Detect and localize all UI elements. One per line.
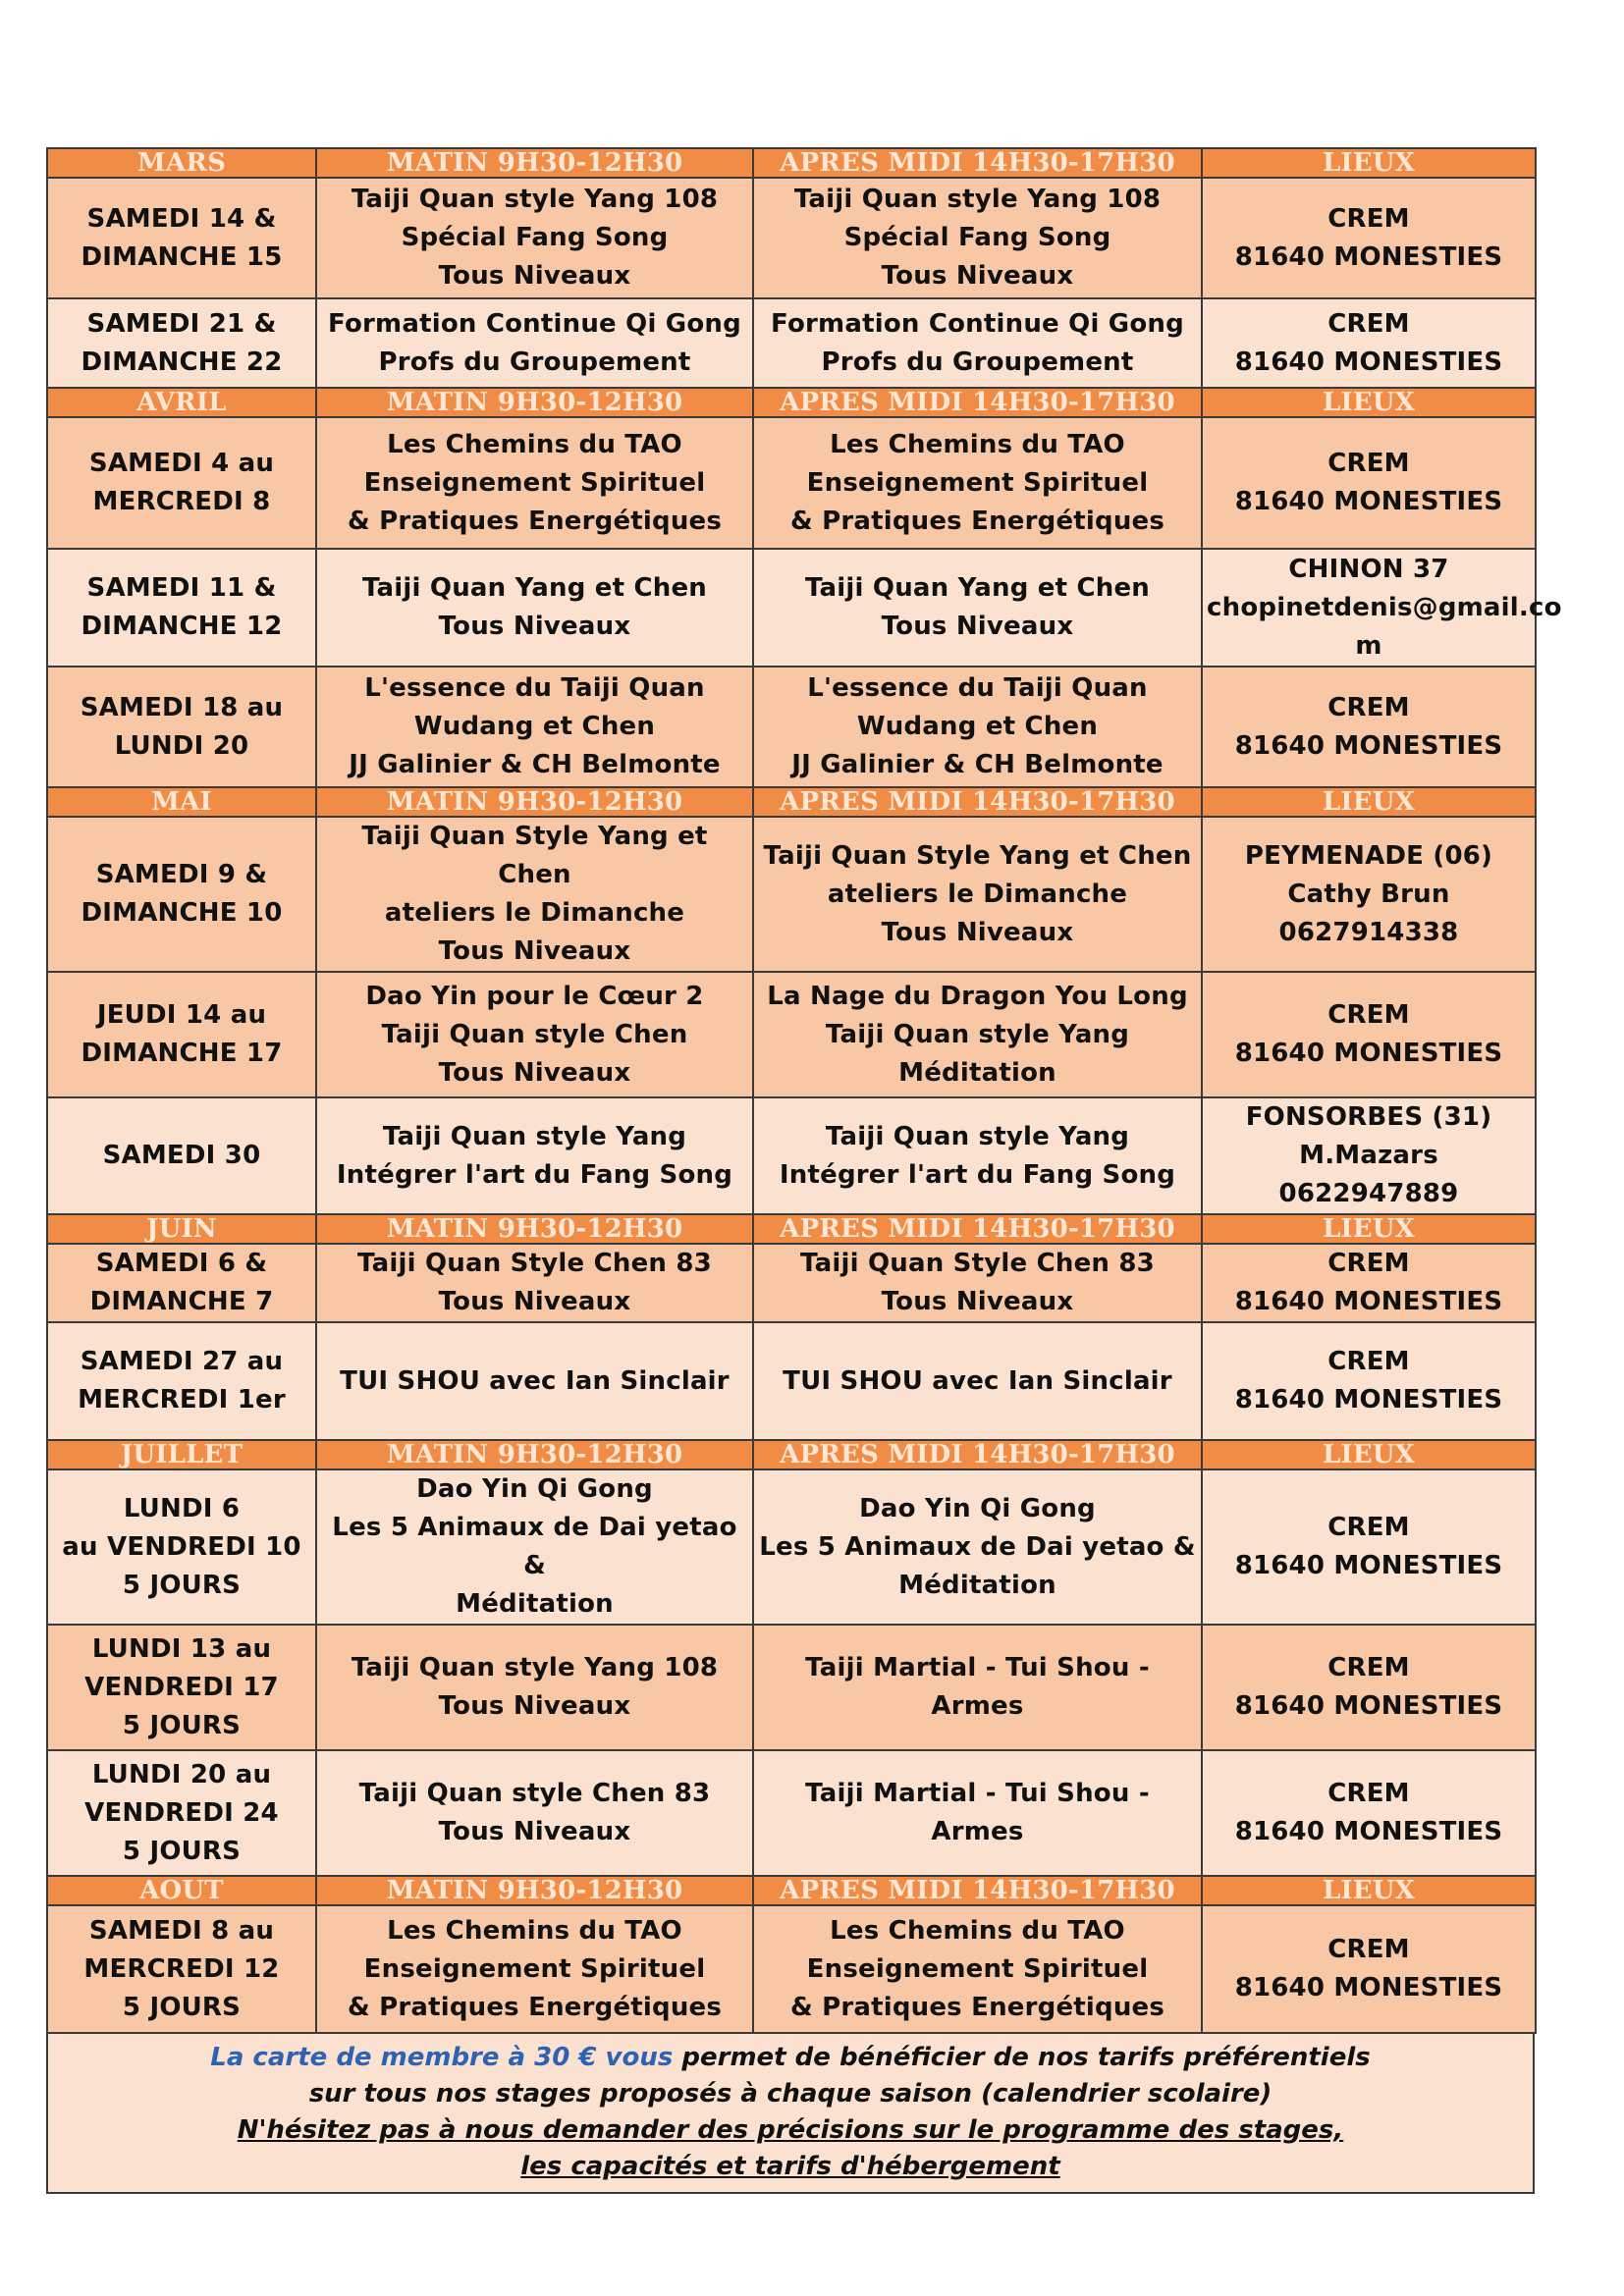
month-header-row bbox=[47, 1214, 1536, 1244]
date-cell bbox=[47, 1097, 316, 1214]
matin-cell bbox=[316, 1750, 753, 1876]
table-row bbox=[47, 1905, 1536, 2033]
matin-cell bbox=[316, 1469, 753, 1625]
matin-cell bbox=[316, 1905, 753, 2033]
date-cell bbox=[47, 1905, 316, 2033]
matin-line: Profs du Groupement bbox=[378, 347, 691, 377]
apres-midi-line: JJ Galinier & CH Belmonte bbox=[791, 750, 1164, 779]
matin-line: Méditation bbox=[456, 1589, 614, 1619]
date-line: SAMEDI 11 & bbox=[86, 573, 277, 603]
matin-cell bbox=[316, 1097, 753, 1214]
table-row bbox=[47, 1097, 1536, 1214]
lieu-line: CREM bbox=[1327, 1000, 1410, 1030]
date-cell bbox=[47, 1750, 316, 1876]
date-line: 5 JOURS bbox=[122, 1836, 242, 1866]
matin-cell bbox=[316, 817, 753, 972]
apres-midi-line: Méditation bbox=[898, 1057, 1056, 1088]
matin-line: Spécial Fang Song bbox=[401, 223, 669, 252]
apres-midi-line: Wudang et Chen bbox=[856, 712, 1099, 741]
lieu-cell bbox=[1202, 1244, 1536, 1322]
apres-midi-cell bbox=[753, 417, 1202, 549]
matin-line: Tous Niveaux bbox=[438, 261, 631, 291]
apres-midi-line: Tous Niveaux bbox=[881, 261, 1074, 291]
apres-midi-line: Spécial Fang Song bbox=[843, 223, 1111, 252]
apres-midi-line: L'essence du Taiji Quan bbox=[807, 673, 1148, 703]
matin-line: Intégrer l'art du Fang Song bbox=[336, 1159, 733, 1190]
apres-midi-line: Méditation bbox=[898, 1570, 1056, 1600]
membership-note bbox=[46, 2034, 1535, 2194]
apres-midi-line: & Pratiques Energétiques bbox=[789, 1992, 1165, 2022]
lieu-line: 81640 MONESTIES bbox=[1234, 347, 1503, 377]
header-matin: MATIN 9H30-12H30 bbox=[316, 1440, 753, 1469]
header-apres-midi: APRES MIDI 14H30-17H30 bbox=[753, 787, 1202, 817]
lieu-line: chopinetdenis@gmail.co bbox=[1207, 592, 1562, 622]
matin-line: Dao Yin Qi Gong bbox=[416, 1474, 653, 1504]
month-header-row bbox=[47, 388, 1536, 417]
footer-line-3: N'hésitez pas à nous demander des précisions sur le programme des stages, bbox=[237, 2115, 1344, 2145]
matin-cell bbox=[316, 667, 753, 787]
lieu-line: CREM bbox=[1327, 449, 1410, 478]
table-row bbox=[47, 667, 1536, 787]
table-row bbox=[47, 178, 1536, 298]
apres-midi-line: Taiji Quan style Yang bbox=[825, 1019, 1130, 1049]
matin-line: Taiji Quan style Chen bbox=[381, 1019, 688, 1049]
lieu-line: M.Mazars 0622947889 bbox=[1278, 1141, 1459, 1208]
matin-cell bbox=[316, 178, 753, 298]
date-cell bbox=[47, 972, 316, 1097]
date-line: DIMANCHE 7 bbox=[89, 1287, 274, 1316]
matin-line: Taiji Quan Style Chen 83 bbox=[357, 1249, 712, 1278]
apres-midi-line: Tous Niveaux bbox=[881, 917, 1074, 947]
matin-cell bbox=[316, 972, 753, 1097]
matin-line: & Pratiques Energétiques bbox=[347, 1992, 723, 2022]
apres-midi-cell bbox=[753, 1750, 1202, 1876]
matin-line: Les Chemins du TAO bbox=[387, 429, 682, 459]
month-name: JUILLET bbox=[47, 1440, 316, 1469]
date-line: DIMANCHE 12 bbox=[81, 612, 283, 641]
month-header-row bbox=[47, 1876, 1536, 1905]
header-apres-midi: APRES MIDI 14H30-17H30 bbox=[753, 1876, 1202, 1905]
matin-line: JJ Galinier & CH Belmonte bbox=[349, 750, 721, 779]
table-row bbox=[47, 1625, 1536, 1750]
matin-line: L'essence du Taiji Quan bbox=[364, 673, 705, 703]
lieu-line: 81640 MONESTIES bbox=[1234, 1973, 1503, 2002]
matin-cell bbox=[316, 1244, 753, 1322]
lieu-cell bbox=[1202, 1750, 1536, 1876]
matin-line: Les 5 Animaux de Dai yetao & bbox=[332, 1513, 737, 1580]
lieu-cell bbox=[1202, 1097, 1536, 1214]
table-row bbox=[47, 972, 1536, 1097]
date-line: SAMEDI 27 au bbox=[80, 1347, 284, 1376]
apres-midi-cell bbox=[753, 1244, 1202, 1322]
lieu-cell bbox=[1202, 1905, 1536, 2033]
footer-line-2: sur tous nos stages proposés à chaque saison (calendrier scolaire) bbox=[308, 2079, 1272, 2109]
date-line: MERCREDI 1er bbox=[78, 1385, 286, 1415]
matin-line: TUI SHOU avec Ian Sinclair bbox=[340, 1365, 730, 1396]
table-row bbox=[47, 298, 1536, 388]
table-row bbox=[47, 817, 1536, 972]
lieu-line: CREM bbox=[1327, 1653, 1410, 1682]
apres-midi-line: Taiji Quan Style Yang et Chen bbox=[763, 840, 1192, 871]
date-line: SAMEDI 8 au bbox=[88, 1915, 275, 1946]
matin-line: Tous Niveaux bbox=[438, 612, 631, 641]
footer-line-4: les capacités et tarifs d'hébergement bbox=[520, 2152, 1060, 2181]
month-name: JUIN bbox=[47, 1214, 316, 1244]
date-cell bbox=[47, 817, 316, 972]
matin-line: Formation Continue Qi Gong bbox=[328, 308, 741, 339]
lieu-line: CREM bbox=[1327, 308, 1410, 339]
header-lieux: LIEUX bbox=[1202, 388, 1536, 417]
matin-line: Taiji Quan style Yang 108 bbox=[351, 1653, 719, 1682]
date-line: SAMEDI 30 bbox=[102, 1141, 261, 1170]
month-name: MAI bbox=[47, 787, 316, 817]
date-line: VENDREDI 24 bbox=[84, 1797, 279, 1828]
date-cell bbox=[47, 1625, 316, 1750]
apres-midi-cell bbox=[753, 178, 1202, 298]
apres-midi-cell bbox=[753, 667, 1202, 787]
apres-midi-line: Formation Continue Qi Gong bbox=[771, 308, 1184, 339]
date-line: SAMEDI 21 & bbox=[86, 308, 277, 339]
apres-midi-cell bbox=[753, 817, 1202, 972]
month-name: MARS bbox=[47, 148, 316, 178]
date-line: SAMEDI 6 & bbox=[95, 1249, 268, 1278]
lieu-line: 81640 MONESTIES bbox=[1234, 730, 1503, 761]
month-header-row bbox=[47, 1440, 1536, 1469]
date-line: SAMEDI 9 & bbox=[95, 860, 268, 889]
date-line: SAMEDI 4 au bbox=[88, 449, 275, 478]
lieu-line: m bbox=[1355, 630, 1382, 661]
date-line: 5 JOURS bbox=[122, 1570, 242, 1600]
lieu-cell bbox=[1202, 178, 1536, 298]
lieu-line: CREM bbox=[1327, 692, 1410, 722]
lieu-line: 81640 MONESTIES bbox=[1234, 1551, 1503, 1580]
lieu-cell bbox=[1202, 298, 1536, 388]
matin-line: Enseignement Spirituel bbox=[363, 467, 706, 498]
date-line: VENDREDI 17 bbox=[84, 1672, 279, 1702]
date-line: 5 JOURS bbox=[122, 1992, 242, 2022]
lieu-cell bbox=[1202, 417, 1536, 549]
date-cell bbox=[47, 417, 316, 549]
lieu-line: 81640 MONESTIES bbox=[1234, 1039, 1503, 1068]
date-line: 5 JOURS bbox=[122, 1710, 242, 1740]
schedule-table bbox=[46, 147, 1562, 2034]
month-header-row bbox=[47, 148, 1536, 178]
date-line: MERCREDI 12 bbox=[83, 1953, 280, 1984]
apres-midi-line: Tous Niveaux bbox=[881, 1287, 1074, 1316]
lieu-line: CREM bbox=[1327, 1779, 1410, 1808]
lieu-line: 81640 MONESTIES bbox=[1234, 1385, 1503, 1415]
apres-midi-line: Enseignement Spirituel bbox=[806, 1953, 1149, 1984]
apres-midi-cell bbox=[753, 1625, 1202, 1750]
footer-line-1-rest: permet de bénéficier de nos tarifs préférentiels bbox=[673, 2043, 1371, 2072]
header-lieux: LIEUX bbox=[1202, 787, 1536, 817]
apres-midi-line: Dao Yin Qi Gong bbox=[859, 1493, 1096, 1523]
table-row bbox=[47, 1322, 1536, 1440]
lieu-line: 81640 MONESTIES bbox=[1234, 1817, 1503, 1846]
header-matin: MATIN 9H30-12H30 bbox=[316, 1876, 753, 1905]
date-cell bbox=[47, 667, 316, 787]
matin-line: Taiji Quan Yang et Chen bbox=[361, 573, 708, 603]
apres-midi-line: Taiji Quan Yang et Chen bbox=[804, 573, 1151, 603]
matin-line: Taiji Quan style Yang bbox=[382, 1121, 687, 1151]
apres-midi-line: Les Chemins du TAO bbox=[830, 429, 1125, 459]
lieu-cell bbox=[1202, 972, 1536, 1097]
apres-midi-cell bbox=[753, 1322, 1202, 1440]
matin-cell bbox=[316, 549, 753, 667]
lieu-line: 81640 MONESTIES bbox=[1234, 1287, 1503, 1316]
header-apres-midi: APRES MIDI 14H30-17H30 bbox=[753, 388, 1202, 417]
header-matin: MATIN 9H30-12H30 bbox=[316, 1214, 753, 1244]
date-cell bbox=[47, 1322, 316, 1440]
apres-midi-cell bbox=[753, 1469, 1202, 1625]
apres-midi-line: Taiji Martial - Tui Shou - Armes bbox=[805, 1653, 1150, 1721]
apres-midi-line: Taiji Quan Style Chen 83 bbox=[800, 1249, 1155, 1278]
matin-line: Dao Yin pour le Cœur 2 bbox=[365, 981, 704, 1011]
matin-line: Tous Niveaux bbox=[438, 1817, 631, 1846]
apres-midi-line: Les Chemins du TAO bbox=[830, 1915, 1125, 1946]
header-matin: MATIN 9H30-12H30 bbox=[316, 148, 753, 178]
lieu-line: 81640 MONESTIES bbox=[1234, 1691, 1503, 1721]
apres-midi-cell bbox=[753, 1905, 1202, 2033]
lieu-line: Cathy Brun 0627914338 bbox=[1278, 879, 1459, 947]
date-line: DIMANCHE 10 bbox=[81, 898, 283, 928]
apres-midi-line: & Pratiques Energétiques bbox=[789, 506, 1165, 536]
header-apres-midi: APRES MIDI 14H30-17H30 bbox=[753, 148, 1202, 178]
apres-midi-line: Tous Niveaux bbox=[881, 612, 1074, 641]
header-matin: MATIN 9H30-12H30 bbox=[316, 787, 753, 817]
header-apres-midi: APRES MIDI 14H30-17H30 bbox=[753, 1440, 1202, 1469]
date-line: DIMANCHE 22 bbox=[81, 347, 283, 377]
month-name: AVRIL bbox=[47, 388, 316, 417]
date-line: SAMEDI 14 & bbox=[86, 203, 277, 234]
footer-line-1 bbox=[48, 2040, 1533, 2076]
header-lieux: LIEUX bbox=[1202, 148, 1536, 178]
matin-line: ateliers le Dimanche bbox=[384, 898, 685, 928]
apres-midi-line: Taiji Quan style Yang 108 bbox=[793, 185, 1162, 214]
lieu-line: CREM bbox=[1327, 1249, 1410, 1278]
date-cell bbox=[47, 1469, 316, 1625]
matin-line: Tous Niveaux bbox=[438, 936, 631, 966]
schedule-body bbox=[47, 148, 1562, 2033]
apres-midi-line: Profs du Groupement bbox=[821, 347, 1134, 377]
lieu-cell bbox=[1202, 1322, 1536, 1440]
month-header-row bbox=[47, 787, 1536, 817]
table-row bbox=[47, 1750, 1536, 1876]
header-lieux: LIEUX bbox=[1202, 1440, 1536, 1469]
header-lieux: LIEUX bbox=[1202, 1214, 1536, 1244]
date-line: LUNDI 20 au bbox=[91, 1759, 272, 1789]
matin-cell bbox=[316, 417, 753, 549]
lieu-line: CREM bbox=[1327, 203, 1410, 234]
date-line: LUNDI 6 bbox=[123, 1493, 241, 1523]
date-line: LUNDI 20 bbox=[114, 730, 249, 761]
date-line: SAMEDI 18 au bbox=[80, 692, 284, 722]
lieu-line: CHINON 37 bbox=[1288, 554, 1449, 584]
matin-cell bbox=[316, 1322, 753, 1440]
matin-cell bbox=[316, 298, 753, 388]
matin-line: & Pratiques Energétiques bbox=[347, 506, 723, 536]
month-name: AOUT bbox=[47, 1876, 316, 1905]
apres-midi-cell bbox=[753, 549, 1202, 667]
date-cell bbox=[47, 178, 316, 298]
lieu-line: CREM bbox=[1327, 1513, 1410, 1542]
lieu-cell bbox=[1202, 667, 1536, 787]
lieu-line: FONSORBES (31) bbox=[1245, 1102, 1492, 1132]
apres-midi-line: Intégrer l'art du Fang Song bbox=[779, 1159, 1176, 1190]
matin-line: Taiji Quan style Yang 108 bbox=[351, 185, 719, 214]
matin-line: Taiji Quan style Chen 83 bbox=[358, 1779, 711, 1808]
lieu-line: CREM bbox=[1327, 1935, 1410, 1964]
matin-line: Taiji Quan Style Yang et Chen bbox=[361, 822, 708, 889]
lieu-cell bbox=[1202, 1469, 1536, 1625]
date-line: DIMANCHE 17 bbox=[81, 1039, 283, 1068]
matin-cell bbox=[316, 1625, 753, 1750]
apres-midi-line: ateliers le Dimanche bbox=[827, 879, 1128, 909]
matin-line: Tous Niveaux bbox=[438, 1691, 631, 1721]
apres-midi-cell bbox=[753, 298, 1202, 388]
matin-line: Les Chemins du TAO bbox=[387, 1915, 682, 1946]
date-cell bbox=[47, 298, 316, 388]
table-row bbox=[47, 1469, 1536, 1625]
lieu-cell bbox=[1202, 549, 1562, 667]
date-line: au VENDREDI 10 bbox=[62, 1531, 301, 1562]
matin-line: Enseignement Spirituel bbox=[363, 1953, 706, 1984]
date-cell bbox=[47, 549, 316, 667]
lieu-line: 81640 MONESTIES bbox=[1234, 487, 1503, 516]
apres-midi-cell bbox=[753, 972, 1202, 1097]
table-row bbox=[47, 549, 1536, 667]
lieu-line: CREM bbox=[1327, 1347, 1410, 1376]
apres-midi-line: La Nage du Dragon You Long bbox=[767, 981, 1188, 1011]
apres-midi-line: Taiji Quan style Yang bbox=[825, 1121, 1130, 1151]
table-row bbox=[47, 417, 1536, 549]
apres-midi-line: TUI SHOU avec Ian Sinclair bbox=[783, 1365, 1172, 1396]
apres-midi-line: Taiji Martial - Tui Shou - Armes bbox=[805, 1779, 1150, 1846]
date-line: MERCREDI 8 bbox=[92, 487, 271, 516]
table-row bbox=[47, 1244, 1536, 1322]
matin-line: Tous Niveaux bbox=[438, 1057, 631, 1088]
header-matin: MATIN 9H30-12H30 bbox=[316, 388, 753, 417]
date-cell bbox=[47, 1244, 316, 1322]
lieu-line: 81640 MONESTIES bbox=[1234, 241, 1503, 272]
lieu-line: PEYMENADE (06) bbox=[1244, 840, 1493, 871]
lieu-cell bbox=[1202, 817, 1536, 972]
apres-midi-cell bbox=[753, 1097, 1202, 1214]
header-lieux: LIEUX bbox=[1202, 1876, 1536, 1905]
apres-midi-line: Enseignement Spirituel bbox=[806, 467, 1149, 498]
apres-midi-line: Les 5 Animaux de Dai yetao & bbox=[759, 1531, 1196, 1562]
lieu-cell bbox=[1202, 1625, 1536, 1750]
date-line: JEUDI 14 au bbox=[96, 1000, 267, 1030]
date-line: DIMANCHE 15 bbox=[81, 241, 283, 272]
matin-line: Wudang et Chen bbox=[413, 712, 656, 741]
header-apres-midi: APRES MIDI 14H30-17H30 bbox=[753, 1214, 1202, 1244]
footer-line-1-highlight: La carte de membre à 30 € vous bbox=[210, 2043, 674, 2072]
matin-line: Tous Niveaux bbox=[438, 1287, 631, 1316]
date-line: LUNDI 13 au bbox=[91, 1633, 272, 1664]
